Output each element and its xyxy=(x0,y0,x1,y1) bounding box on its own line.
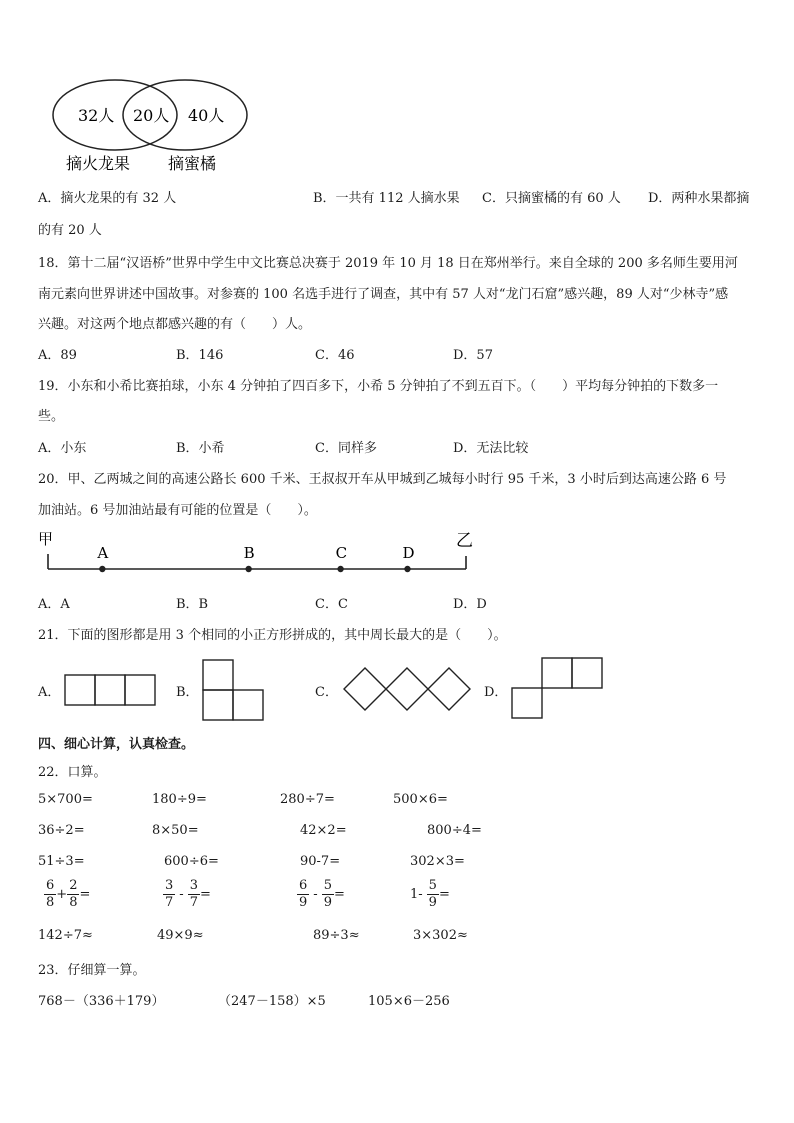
q17-option-d: D．两种水果都摘 xyxy=(648,191,750,206)
calc-item: 5×700= xyxy=(38,792,93,807)
q21-stem: 21．下面的图形都是用 3 个相同的小正方形拼成的，其中周长最大的是（ ）。 xyxy=(38,628,507,643)
q18-stem-line1: 18．第十二届“汉语桥”世界中学生中文比赛总决赛于 2019 年 10 月 18 日在郑州举行。来自全球的 200 多名师生要用河 xyxy=(38,256,738,271)
q18-option-d: D．57 xyxy=(453,348,493,363)
venn-diagram xyxy=(40,78,270,178)
fraction-expr-2: $\frac{3}{7}$ - $\frac{3}{7}$ = xyxy=(165,878,211,910)
calc-item: 42×2= xyxy=(300,823,347,838)
venn-left-count: 32人 xyxy=(78,106,115,125)
q17-continuation: 的有 20 人 xyxy=(38,223,102,238)
q18-option-b: B．146 xyxy=(176,348,224,363)
calc-item: 302×3= xyxy=(410,854,465,869)
q19-option-a: A．小东 xyxy=(38,441,87,456)
estimate-item: 3×302≈ xyxy=(413,928,468,943)
road-diagram xyxy=(36,528,486,578)
calc-item: 90-7= xyxy=(300,854,341,869)
calc-item: 280÷7= xyxy=(280,792,335,807)
venn-right-label: 摘蜜橘 xyxy=(168,154,217,173)
q18-option-a: A．89 xyxy=(38,348,77,363)
q18-option-c: C．46 xyxy=(315,348,355,363)
road-start-label: 甲 xyxy=(38,530,54,548)
q21-option-d-label: D． xyxy=(484,685,508,700)
q21-option-a-label: A． xyxy=(38,685,61,700)
q23-title: 23．仔细算一算。 xyxy=(38,963,146,978)
q17-option-b: B．一共有 112 人摘水果 xyxy=(313,191,460,206)
q22-title: 22．口算。 xyxy=(38,765,107,780)
fraction-expr-4: 1- $\frac{5}{9}$ = xyxy=(410,878,450,910)
calc-item: 36÷2= xyxy=(38,823,85,838)
q20-stem-line2: 加油站。6 号加油站最有可能的位置是（ ）。 xyxy=(38,503,317,518)
estimate-item: 89÷3≈ xyxy=(313,928,360,943)
fraction-expr-1: $\frac{6}{8}$ + $\frac{2}{8}$ = xyxy=(46,878,91,910)
calc-item: 8×50= xyxy=(152,823,199,838)
fraction-expr-3: $\frac{6}{9}$ - $\frac{5}{9}$ = xyxy=(299,878,345,910)
q19-stem-line1: 19．小东和小希比赛拍球，小东 4 分钟拍了四百多下，小希 5 分钟拍了不到五百下。（ ）平均每分钟拍的下数多一 xyxy=(38,379,719,394)
q20-option-b: B．B xyxy=(176,597,209,612)
q19-stem-line2: 些。 xyxy=(38,409,65,424)
q20-option-d: D．D xyxy=(453,597,487,612)
calc-item: 800÷4= xyxy=(427,823,482,838)
calc-item: 180÷9= xyxy=(152,792,207,807)
q17-option-c: C．只摘蜜橘的有 60 人 xyxy=(482,191,621,206)
q20-option-c: C．C xyxy=(315,597,348,612)
calc-item: 600÷6= xyxy=(164,854,219,869)
q17-option-a: A．摘火龙果的有 32 人 xyxy=(38,191,177,206)
road-point-a xyxy=(99,566,105,572)
q18-stem-line3: 兴趣。对这两个地点都感兴趣的有（ ）人。 xyxy=(38,317,312,332)
road-end-label: 乙 xyxy=(456,531,473,551)
road-point-label-a: A xyxy=(97,544,109,562)
q21-shape-b xyxy=(202,659,268,721)
q21-shape-c xyxy=(342,665,476,713)
venn-left-label: 摘火龙果 xyxy=(66,154,131,173)
q23-item-3: 105×6－256 xyxy=(368,994,450,1009)
q21-option-b-label: B． xyxy=(176,685,199,700)
q20-stem-line1: 20．甲、乙两城之间的高速公路长 600 千米、王叔叔开车从甲城到乙城每小时行 95 千米，3 小时后到达高速公路 6 号 xyxy=(38,472,727,487)
q19-option-d: D．无法比较 xyxy=(453,441,529,456)
q18-stem-line2: 南元素向世界讲述中国故事。对参赛的 100 名选手进行了调查，其中有 57 人对“龙门石窟”感兴趣，89 人对“少林寺”感 xyxy=(38,287,729,302)
calc-item: 500×6= xyxy=(393,792,448,807)
road-point-label-c: C xyxy=(335,544,348,562)
venn-middle-count: 20人 xyxy=(133,106,170,125)
q21-shape-a xyxy=(64,674,158,706)
section4-title: 四、细心计算，认真检查。 xyxy=(38,737,195,752)
road-point-d xyxy=(404,566,410,572)
road-point-b xyxy=(245,566,251,572)
q20-option-a: A．A xyxy=(38,597,70,612)
road-point-label-b: B xyxy=(243,544,255,562)
estimate-item: 49×9≈ xyxy=(157,928,204,943)
road-point-label-d: D xyxy=(402,544,415,562)
q23-item-2: （247－158）×5 xyxy=(218,994,326,1009)
q23-item-1: 768－（336＋179） xyxy=(38,994,165,1009)
q19-option-b: B．小希 xyxy=(176,441,225,456)
venn-right-count: 40人 xyxy=(188,106,225,125)
road-point-c xyxy=(337,566,343,572)
calc-item: 51÷3= xyxy=(38,854,85,869)
estimate-item: 142÷7≈ xyxy=(38,928,93,943)
q21-shape-d xyxy=(511,657,607,721)
q19-option-c: C．同样多 xyxy=(315,441,377,456)
q21-option-c-label: C． xyxy=(315,685,338,700)
